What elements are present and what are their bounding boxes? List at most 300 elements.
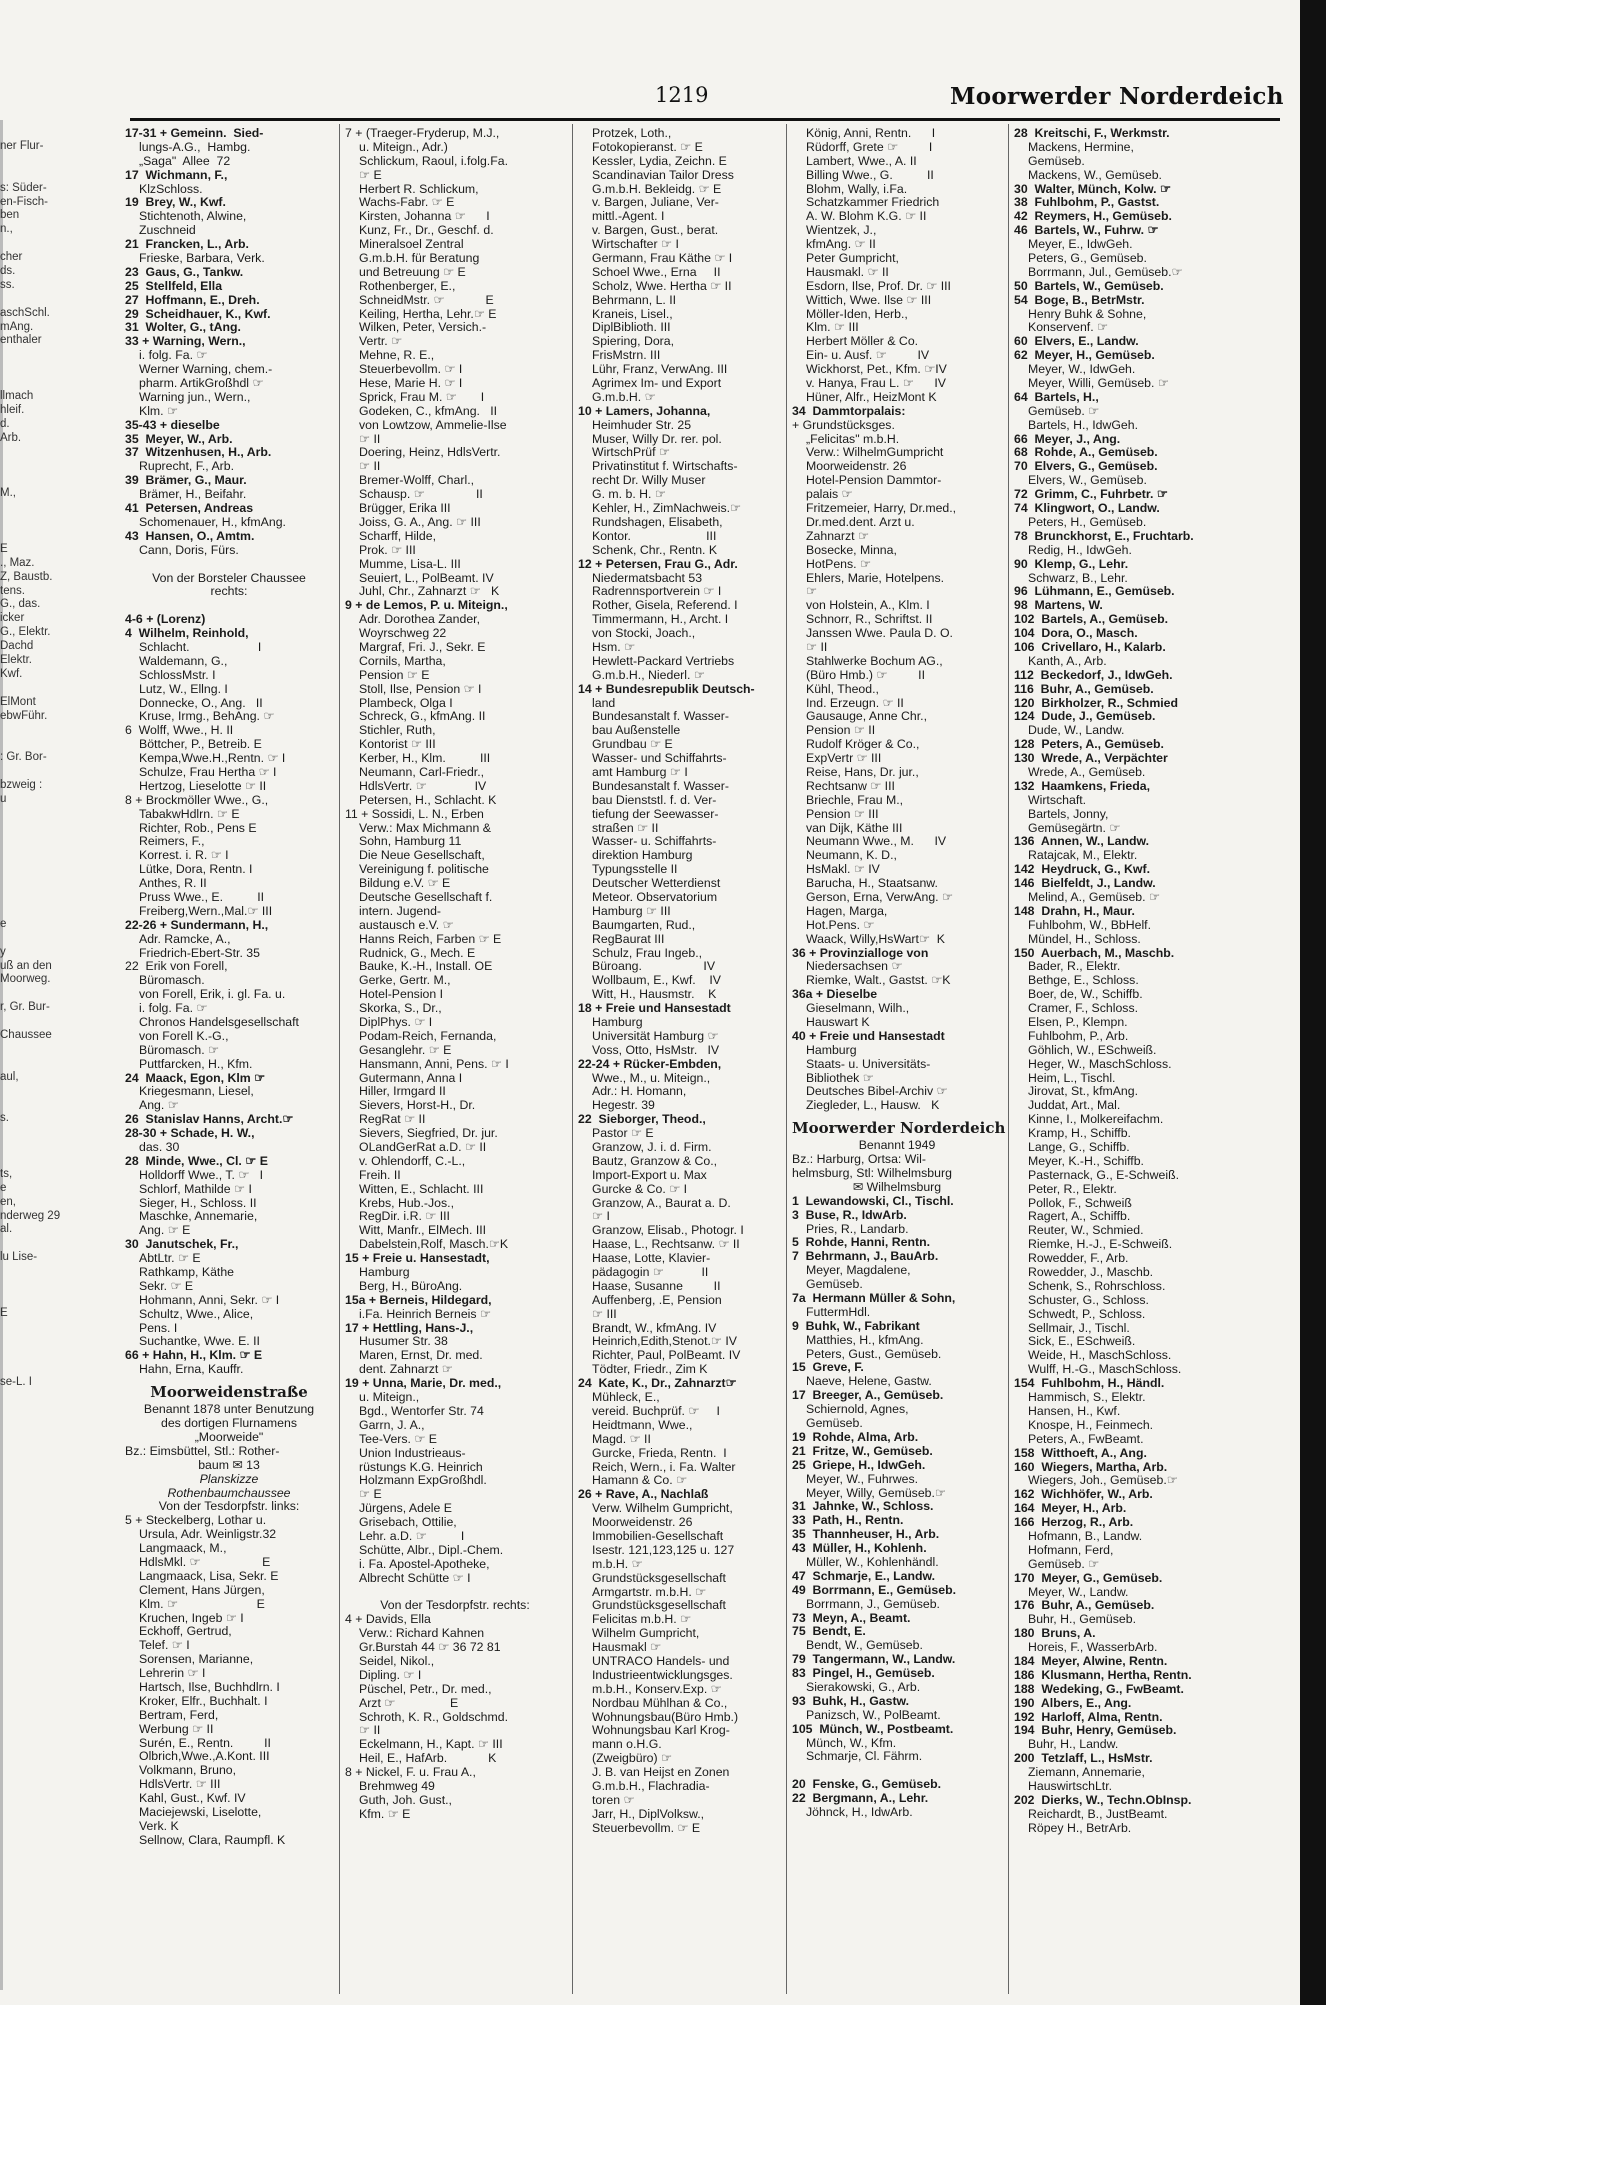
directory-entry: Albrecht Schütte ☞ I (359, 1570, 471, 1585)
directory-entry: 102 Bartels, A., Gemüseb. (1014, 612, 1169, 627)
directory-entry: 166 Herzog, R., Arb. (1014, 1515, 1134, 1530)
directory-entry: 116 Buhr, A., Gemüseb. (1014, 681, 1154, 696)
directory-entry (125, 599, 333, 613)
directory-entry: Peters, H., Gemüseb. (1028, 514, 1147, 529)
directory-entry: straßen ☞ II (592, 820, 659, 835)
directory-entry: 14 + Bundesrepublik Deutsch- (578, 681, 755, 696)
directory-entry (125, 558, 333, 572)
directory-entry: RegRat ☞ II (359, 1112, 426, 1127)
directory-entry: ☞ III (592, 1306, 617, 1321)
directory-entry: 22-24 + Rücker-Embden, (578, 1056, 722, 1071)
directory-entry: Isestr. 121,123,125 u. 127 (592, 1542, 735, 1557)
fragment-line (0, 723, 45, 737)
directory-entry: Schenk, S., Rohrschloss. (1028, 1278, 1166, 1293)
directory-entry: 98 Martens, W. (1014, 598, 1103, 613)
fragment-line: tens. (0, 584, 25, 597)
directory-entry: Schnorr, R., Schriftst. II (806, 612, 933, 627)
directory-entry: Kruse, Irmg., BehAng. ☞ (139, 709, 275, 724)
fragment-line: Z, Baustb. (0, 570, 53, 583)
fragment-line (0, 237, 45, 251)
directory-entry: „Felicitas" m.b.H. (806, 431, 900, 446)
directory-entry: Gausauge, Anne Chr., (806, 709, 928, 724)
fragment-line: ss. (0, 278, 15, 291)
directory-entry: 19 Brey, W., Kwf. (125, 195, 226, 210)
directory-entry: Kinne, I., Molkereifachm. (1028, 1112, 1164, 1127)
directory-entry: Kühl, Theod., (806, 681, 879, 696)
directory-entry: ExpVertr ☞ III (806, 751, 882, 766)
directory-entry: mann o.H.G. (592, 1737, 662, 1752)
directory-entry: Gerson, Erna, VerwAng. ☞ (806, 889, 954, 904)
fragment-line (0, 1432, 45, 1446)
directory-entry: 106 Crivellaro, H., Kalarb. (1014, 639, 1166, 654)
directory-entry: 5 + Steckelberg, Lothar u. (125, 1513, 267, 1528)
directory-entry: 22 Erik von Forell, (125, 959, 228, 974)
directory-entry: Langmaack, M., (139, 1541, 227, 1556)
directory-entry: 162 Wichhöfer, W., Arb. (1014, 1487, 1153, 1502)
fragment-line (0, 1237, 45, 1251)
directory-entry: Rathkamp, Käthe (139, 1265, 235, 1280)
directory-entry: Rudolf Kröger & Co., (806, 737, 920, 752)
fragment-line: hleif. (0, 403, 25, 416)
directory-entry: Ein- u. Ausf. ☞ IV (806, 348, 930, 363)
directory-entry: Hartsch, Ilse, Buchhdlrn. I (139, 1679, 280, 1694)
directory-entry: Hot.Pens. ☞ (806, 917, 875, 932)
directory-entry: 4-6 + (Lorenz) (125, 612, 206, 627)
directory-entry: Mehne, R. E., (359, 348, 435, 363)
directory-entry: 104 Dora, O., Masch. (1014, 626, 1138, 641)
directory-entry: Rüdorff, Grete ☞ I (806, 139, 933, 154)
directory-entry: Reich, Wern., i. Fa. Walter (592, 1459, 736, 1474)
directory-entry: HotPens. ☞ (806, 556, 872, 571)
directory-entry: Hahn, Erna, Kauffr. (139, 1362, 244, 1377)
directory-entry: Hese, Marie H. ☞ I (359, 376, 463, 391)
directory-entry: 34 Dammtorpalais: (792, 403, 906, 418)
directory-entry: i.Fa. Heinrich Berneis ☞ (359, 1306, 491, 1321)
directory-entry: Bundesanstalt f. Wasser- (592, 778, 729, 793)
fragment-line: y (0, 945, 6, 958)
directory-entry: Hanns Reich, Farben ☞ E (359, 931, 502, 946)
directory-entry: Sorensen, Marianne, (139, 1652, 254, 1667)
directory-entry: Gemüseb. (806, 1277, 863, 1292)
directory-entry: 192 Harloff, Alma, Rentn. (1014, 1709, 1163, 1724)
directory-entry: OLandGerRat a.D. ☞ II (359, 1140, 487, 1155)
directory-entry: Scandinavian Tailor Dress (592, 167, 734, 182)
directory-entry: 28 Minde, Wwe., Cl. ☞ E (125, 1153, 268, 1168)
directory-entry: 40 + Freie und Hansestadt (792, 1028, 945, 1043)
directory-entry: Wirtschafter ☞ I (592, 237, 679, 252)
directory-entry: Bader, R., Elektr. (1028, 959, 1121, 974)
directory-entry: Heimhuder Str. 25 (592, 417, 692, 432)
directory-entry: u. Miteign., Adr.) (359, 139, 448, 154)
directory-entry: 8 + Nickel, F. u. Frau A., (345, 1765, 476, 1780)
directory-entry: ☞ II (359, 459, 381, 474)
directory-entry: 43 Müller, H., Kohlenh. (792, 1541, 927, 1556)
directory-entry: Schulz, Frau Ingeb., (592, 945, 703, 960)
directory-entry: v. Bargen, Gust., berat. (592, 223, 719, 238)
directory-entry: 15a + Berneis, Hildegard, (345, 1292, 492, 1307)
directory-entry: 28-30 + Schade, H. W., (125, 1126, 255, 1141)
directory-entry: Ang. ☞ E (139, 1223, 191, 1238)
directory-entry: Reichardt, B., JustBeamt. (1028, 1806, 1168, 1821)
directory-entry: Hüner, Alfr., HeizMont K (806, 389, 937, 404)
directory-entry: Kahl, Gust., Kwf. IV (139, 1791, 246, 1806)
directory-entry: helmsburg, Stl: Wilhelmsburg (792, 1166, 952, 1181)
directory-entry: Kraneis, Lisel., (592, 306, 673, 321)
directory-entry: Magd. ☞ II (592, 1431, 651, 1446)
directory-entry: 5 Rohde, Hanni, Rentn. (792, 1235, 931, 1250)
directory-entry: Niedersachsen ☞ (806, 959, 903, 974)
fragment-line: aul, (0, 1070, 19, 1083)
directory-entry: Bremer-Wolff, Charl., (359, 473, 475, 488)
directory-entry: 15 Greve, F. (792, 1360, 864, 1375)
directory-entry: direktion Hamburg (592, 848, 693, 863)
directory-entry: Bauke, K.-H., Install. OE (359, 959, 493, 974)
directory-entry: Rothenbaumchaussee (167, 1485, 291, 1500)
directory-entry: Richter, Rob., Pens E (139, 820, 257, 835)
directory-entry: Peters, A., FwBeamt. (1028, 1431, 1144, 1446)
directory-entry: Adr. Dorothea Zander, (359, 612, 480, 627)
directory-entry: HdlsMkl. ☞ E (139, 1554, 271, 1569)
directory-entry: das. 30 (139, 1140, 180, 1155)
directory-entry: Niedermatsbacht 53 (592, 570, 703, 585)
directory-entry: Bendt, W., Gemüseb. (806, 1638, 923, 1653)
directory-entry: mittl.-Agent. I (592, 209, 665, 224)
fragment-line (0, 932, 45, 946)
directory-entry: (Büro Hmb.) ☞ II (806, 667, 925, 682)
directory-entry: Spiering, Dora, (592, 334, 675, 349)
directory-entry: ☞ I (592, 1209, 610, 1224)
directory-entry: Sellmair, J., Tischl. (1028, 1320, 1130, 1335)
directory-entry: 31 Wolter, G., tAng. (125, 320, 241, 335)
directory-entry: Henry Buhk & Sohne, (1028, 306, 1147, 321)
directory-entry: Esdorn, Ilse, Prof. Dr. ☞ III (806, 278, 951, 293)
directory-entry: Borrmann, J., Gemüseb. (806, 1596, 940, 1611)
directory-entry: 160 Wiegers, Martha, Arb. (1014, 1459, 1168, 1474)
directory-column-3 (578, 127, 780, 1836)
directory-entry: TabakwHdlrn. ☞ E (139, 806, 240, 821)
directory-entry: Dipling. ☞ I (359, 1667, 422, 1682)
directory-entry: Göhlich, W., ESchweiß. (1028, 1042, 1157, 1057)
directory-entry: 9 Buhk, W., Fabrikant (792, 1318, 920, 1333)
directory-entry: Gemüseb. ☞ (1028, 1556, 1100, 1571)
directory-entry: 22-26 + Sundermann, H., (125, 917, 269, 932)
fragment-line: ner Flur- (0, 140, 44, 152)
directory-entry: Hertzog, Lieselotte ☞ II (139, 778, 267, 793)
directory-entry: Kehler, H., ZimNachweis.☞ (592, 501, 742, 516)
directory-entry: DiplPhys. ☞ I (359, 1015, 433, 1029)
directory-entry: 142 Heydruck, G., Kwf. (1014, 862, 1150, 877)
directory-entry: Hamburg (359, 1265, 410, 1280)
fragment-line: se-L. I (0, 1376, 32, 1389)
fragment-line: enthaler (0, 334, 42, 347)
directory-entry: Sohn, Hamburg 11 (359, 834, 462, 849)
directory-entry: pharm. ArtikGroßhdl ☞ (139, 376, 264, 391)
directory-entry: 66 + Hahn, H., Klm. ☞ E (125, 1348, 263, 1363)
fragment-line (0, 348, 45, 362)
directory-entry: 19 Rohde, Alma, Arb. (792, 1429, 919, 1444)
directory-entry: 75 Bendt, E. (792, 1624, 866, 1639)
directory-entry: Stahlwerke Bochum AG., (806, 653, 943, 668)
directory-entry: tiefung der Seewasser- (592, 806, 719, 821)
directory-entry: Maren, Ernst, Dr. med. (359, 1348, 483, 1363)
directory-entry: Waack, Willy,HsWart☞ K (806, 931, 945, 946)
directory-column-5 (1014, 127, 1234, 1836)
directory-entry: Hotel-Pension Dammtor- (806, 473, 942, 488)
directory-entry: v. Bargen, Juliane, Ver- (592, 195, 719, 210)
directory-entry: Kanth, A., Arb. (1028, 653, 1107, 668)
directory-entry: Witt, Manfr., ElMech. III (359, 1223, 487, 1238)
directory-entry: Deutsches Bibel-Archiv ☞ (806, 1084, 948, 1099)
directory-entry: Müller, W., Kohlenhändl. (806, 1554, 939, 1569)
fragment-line: uß an den (0, 959, 52, 972)
directory-entry: KlzSchloss. (139, 181, 203, 196)
directory-entry: 42 Reymers, H., Gemüseb. (1014, 209, 1172, 224)
directory-entry: Meyer, W., Fuhrwes. (806, 1471, 919, 1486)
fragment-line (0, 737, 45, 751)
fragment-line (0, 293, 45, 307)
directory-entry: 35-43 + dieselbe (125, 417, 220, 432)
directory-entry: Gemüseb. (1028, 153, 1085, 168)
directory-entry: G.m.b.H., Niederl. ☞ (592, 667, 705, 682)
fragment-line: s. (0, 1112, 9, 1125)
directory-entry: Guth, Joh. Gust., (359, 1792, 452, 1807)
directory-entry: 7 + (Traeger-Fryderup, M.J., (345, 126, 500, 140)
directory-entry: Maciejewski, Liselotte, (139, 1804, 262, 1819)
directory-entry: 146 Bielfeldt, J., Landw. (1014, 876, 1156, 891)
directory-entry: Hohmann, Anni, Sekr. ☞ I (139, 1292, 280, 1307)
directory-entry: Granzow, A., Baurat a. D. (592, 1195, 731, 1210)
directory-entry: Lühr, Franz, VerwAng. III (592, 362, 728, 377)
directory-entry: G.m.b.H. Bekleidg. ☞ E (592, 181, 722, 196)
fragment-line: Arb. (0, 431, 22, 444)
directory-entry: 20 Fenske, G., Gemüseb. (792, 1777, 941, 1792)
directory-entry: Klm. ☞ III (806, 320, 859, 335)
directory-entry: Kramp, H., Schiffb. (1028, 1126, 1131, 1141)
fragment-line (0, 1557, 45, 1571)
directory-entry: Gemüsegärtn. ☞ (1028, 820, 1121, 835)
fragment-line (0, 1057, 45, 1071)
directory-entry: Armgartstr. m.b.H. ☞ (592, 1584, 707, 1599)
fragment-line: Moorweg. (0, 973, 51, 986)
directory-entry: bau Außenstelle (592, 723, 681, 738)
directory-entry: 22 Sieborger, Theod., (578, 1112, 706, 1127)
directory-entry: Suchantke, Wwe. E. II (139, 1334, 260, 1349)
directory-entry: dent. Zahnarzt ☞ (359, 1362, 453, 1377)
directory-entry: Gieselmann, Wilh., (806, 1001, 910, 1016)
directory-entry: 194 Buhr, Henry, Gemüseb. (1014, 1723, 1177, 1738)
directory-entry: ☞ E (359, 1487, 382, 1502)
directory-entry: Gesanglehr. ☞ E (359, 1042, 452, 1057)
directory-entry: 37 Witzenhusen, H., Arb. (125, 445, 272, 460)
directory-entry: Seidel, Nikol., (359, 1653, 435, 1668)
running-head: Moorwerder Norderdeich (950, 83, 1284, 110)
directory-entry: Seuiert, L., PolBeamt. IV (359, 570, 494, 585)
fragment-line: E (0, 542, 8, 555)
directory-entry: SchlossMstr. I (139, 667, 216, 682)
fragment-line (0, 1418, 45, 1432)
directory-entry: Wickhorst, Pet., Kfm. ☞IV (806, 362, 947, 377)
directory-entry: HdlsVertr. ☞ IV (359, 778, 487, 793)
directory-entry: Verk. K (139, 1818, 179, 1833)
fragment-line (0, 1085, 45, 1099)
directory-entry: Meyer, W., Landw. (1028, 1584, 1129, 1599)
directory-entry: Haase, Lotte, Klavier- (592, 1251, 711, 1266)
directory-entry: 78 Brunckhorst, E., Fruchtarb. (1014, 528, 1194, 543)
directory-entry: Briechle, Frau M., (806, 792, 904, 807)
fragment-line: bzweig : (0, 778, 43, 791)
directory-entry: „Moorweide" (194, 1429, 264, 1444)
directory-entry: Arzt ☞ E (359, 1695, 459, 1710)
directory-entry: Schoel Wwe., Erna II (592, 264, 721, 279)
directory-entry: Rundshagen, Elisabeth, (592, 514, 723, 529)
directory-entry: Olbrich,Wwe.,A.Kont. III (139, 1749, 270, 1764)
directory-entry: Grundbau ☞ E (592, 737, 673, 752)
directory-entry: Hagen, Marga, (806, 903, 888, 918)
directory-entry: ☞ E (359, 167, 382, 182)
fragment-line: en-Fisch- (0, 195, 48, 208)
directory-entry: 29 Scheidhauer, K., Kwf. (125, 306, 271, 321)
directory-entry: Schlacht. I (139, 639, 262, 654)
directory-entry: Germann, Frau Käthe ☞ I (592, 251, 733, 266)
fragment-line (0, 1460, 45, 1474)
directory-entry: Sprick, Frau M. ☞ I (359, 389, 485, 404)
fragment-line: e (0, 1181, 7, 1194)
directory-entry: Schütte, Albr., Dipl.-Chem. (359, 1542, 504, 1557)
directory-entry: Chronos Handelsgesellschaft (139, 1015, 299, 1029)
fragment-line: ElMont (0, 695, 36, 708)
fragment-line (0, 1724, 45, 1738)
directory-entry: Dabelstein,Rolf, Masch.☞K (359, 1237, 509, 1252)
directory-entry: Benannt 1878 unter Benutzung (143, 1402, 315, 1417)
directory-entry: Tödter, Friedr., Zim K (592, 1362, 708, 1377)
directory-entry: Brandt, W., kfmAng. IV (592, 1320, 717, 1335)
directory-entry: G.m.b.H. ☞ (592, 389, 656, 404)
directory-entry: Verw. Wilhelm Gumpricht, (592, 1501, 733, 1516)
directory-entry: Wachs-Fabr. ☞ E (359, 195, 455, 210)
directory-entry: Grundstücksgesellschaft (592, 1570, 726, 1585)
directory-entry: Timmermann, H., Archt. I (592, 612, 729, 627)
fragment-line: u (0, 792, 7, 805)
directory-entry: Wohnungsbau(Büro Hmb.) (592, 1709, 739, 1724)
fragment-line (0, 1654, 45, 1668)
fragment-line (0, 168, 45, 182)
directory-entry: Granzow, Elisab., Photogr. I (592, 1223, 744, 1238)
directory-entry: 24 Kate, K., Dr., Zahnarzt☞ (578, 1376, 737, 1391)
fragment-line: : Gr. Bor- (0, 751, 47, 764)
directory-entry: 9 + de Lemos, P. u. Miteign., (345, 598, 508, 613)
directory-entry: Podam-Reich, Fernanda, (359, 1028, 497, 1043)
directory-entry: Schwedt, P., Schloss. (1028, 1306, 1146, 1321)
directory-entry: 62 Meyer, H., Gemüseb. (1014, 348, 1155, 363)
directory-entry: 17 Wichmann, F., (125, 167, 228, 182)
directory-entry: Sellnow, Clara, Raumpfl. K (139, 1832, 286, 1847)
directory-entry: 1 Lewandowski, Cl., Tischl. (792, 1193, 954, 1208)
directory-entry: Industrieentwicklungsges. (592, 1667, 733, 1682)
directory-entry: RegBaurat III (592, 931, 665, 946)
directory-entry: 21 Francken, L., Arb. (125, 237, 249, 252)
directory-entry: 43 Hansen, O., Amtm. (125, 528, 255, 543)
directory-entry: Agrimex Im- und Export (592, 376, 722, 391)
directory-entry: Pension ☞ E (359, 667, 430, 682)
directory-entry: Reimers, F., (139, 834, 205, 849)
directory-entry: Staats- u. Universitäts- (806, 1056, 931, 1071)
directory-entry: Baumgarten, Rud., (592, 917, 696, 932)
directory-entry: Lehrerin ☞ I (139, 1666, 206, 1681)
directory-entry: 164 Meyer, H., Arb. (1014, 1501, 1127, 1516)
directory-entry: Kroker, Elfr., Buchhalt. I (139, 1693, 268, 1708)
directory-entry: AbtLtr. ☞ E (139, 1251, 201, 1266)
directory-column-2 (345, 127, 565, 1822)
fragment-line (0, 459, 45, 473)
directory-entry: Rudnick, G., Mech. E (359, 945, 476, 960)
directory-entry: WirtschPrüf ☞ (592, 445, 670, 460)
directory-entry: Buhr, H., Landw. (1028, 1737, 1119, 1752)
directory-entry: Fotokopieranst. ☞ E (592, 139, 703, 154)
directory-entry: 186 Klusmann, Hertha, Rentn. (1014, 1667, 1192, 1682)
directory-entry: palais ☞ (806, 487, 853, 502)
fragment-line (0, 1390, 45, 1404)
directory-entry: Donnecke, O., Ang. II (139, 695, 263, 710)
fragment-line (0, 1765, 45, 1779)
directory-entry: Böttcher, P., Betreib. E (139, 737, 262, 752)
directory-entry: Immobilien-Gesellschaft (592, 1528, 724, 1543)
directory-entry: König, Anni, Rentn. I (806, 126, 936, 140)
fragment-line (0, 835, 45, 849)
fragment-line (0, 1404, 45, 1418)
directory-entry: Bertram, Ferd, (139, 1707, 219, 1722)
directory-entry: Ziegleder, L., Hausw. K (806, 1098, 940, 1113)
directory-entry: Kunz, Fr., Dr., Geschf. d. (359, 223, 494, 238)
directory-entry: Heim, L., Tischl. (1028, 1070, 1116, 1085)
directory-entry: Konservenf. ☞ (1028, 320, 1109, 335)
directory-entry: ☞ (806, 584, 818, 599)
directory-entry: des dortigen Flurnamens (160, 1416, 298, 1431)
directory-entry: Typungsstelle II (592, 862, 678, 877)
fragment-line (0, 1668, 45, 1682)
directory-entry: Deutsche Gesellschaft f. (359, 889, 493, 904)
directory-entry: 136 Annen, W., Landw. (1014, 834, 1150, 849)
directory-entry: Schausp. ☞ II (359, 487, 483, 502)
directory-entry: Union Industrieaus- (359, 1445, 466, 1460)
directory-entry: 188 Wedeking, G., FwBeamt. (1014, 1681, 1184, 1696)
directory-entry: ✉ Wilhelmsburg (852, 1179, 942, 1194)
directory-entry: Meyer, Willi, Gemüseb. ☞ (1028, 376, 1169, 391)
directory-entry: 79 Tangermann, W., Landw. (792, 1652, 956, 1667)
directory-entry: 72 Grimm, C., Fuhrbetr. ☞ (1014, 487, 1168, 502)
fragment-line (0, 473, 45, 487)
directory-entry: 96 Lühmann, E., Gemüseb. (1014, 584, 1175, 599)
directory-entry: Pries, R., Landarb. (806, 1221, 909, 1236)
directory-entry: Möller-Iden, Herb., (806, 306, 908, 321)
directory-entry: Ind. Erzeugn. ☞ II (806, 695, 904, 710)
fragment-line (0, 1626, 45, 1640)
directory-entry: Büromasch. (139, 973, 205, 988)
fragment-line: Chaussee (0, 1029, 52, 1041)
directory-entry: Mumme, Lisa-L. III (359, 556, 461, 571)
directory-entry: 68 Rohde, A., Gemüseb. (1014, 445, 1158, 460)
directory-entry: Moorweidenstr. 26 (806, 459, 907, 474)
directory-entry: ☞ II (359, 1723, 381, 1738)
fragment-line (0, 904, 45, 918)
directory-entry: Ursula, Adr. Weinligstr.32 (139, 1527, 277, 1542)
directory-entry: Voss, Otto, HsMstr. IV (592, 1042, 720, 1057)
fragment-line (0, 848, 45, 862)
directory-entry: Haase, L., Rechtsanw. ☞ II (592, 1237, 740, 1252)
directory-entry: Pollok, F., Schweiß (1028, 1195, 1132, 1210)
directory-entry: Riemke, Walt., Gastst. ☞K (806, 973, 951, 988)
directory-entry: 74 Klingwort, O., Landw. (1014, 501, 1160, 516)
directory-entry: Herbert Möller & Co. (806, 334, 919, 349)
